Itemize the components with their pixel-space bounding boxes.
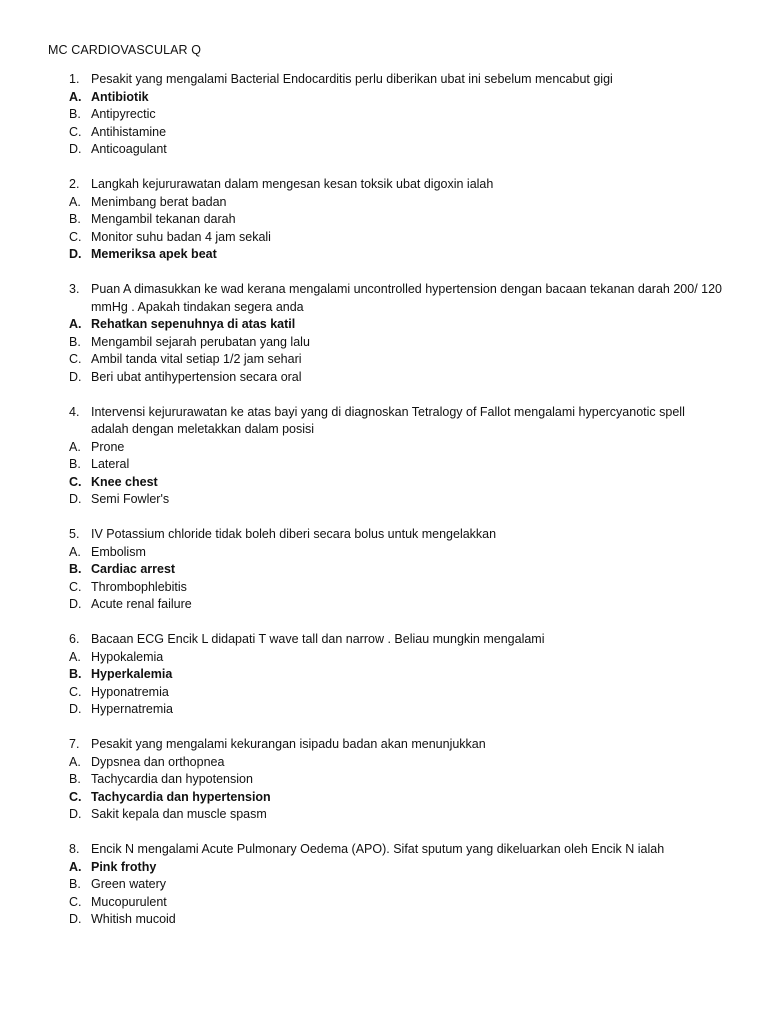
question-number: 1. <box>69 72 80 86</box>
question-8-option-1 <box>48 859 728 877</box>
question-3-option-2 <box>48 334 728 352</box>
question-text: Pesakit yang mengalami Bacterial Endocarditis perlu diberikan ubat ini sebelum mencabut gigi <box>91 72 613 86</box>
question-8-option-3 <box>48 894 728 912</box>
option-letter: B. <box>69 334 81 349</box>
option-text: Hyponatremia <box>91 684 169 699</box>
question-6-option-1 <box>48 649 728 667</box>
option-text: Hyperkalemia <box>91 667 173 682</box>
option-text: Whitish mucoid <box>91 912 176 927</box>
option-text: Prone <box>91 439 125 454</box>
option-letter: A. <box>69 317 82 332</box>
question-1 <box>48 71 728 159</box>
question-3 <box>48 281 728 387</box>
option-letter: B. <box>69 457 81 472</box>
option-letter: C. <box>69 352 82 367</box>
option-letter: B. <box>69 562 82 577</box>
question-7-option-4 <box>48 806 728 824</box>
question-number: 5. <box>69 527 80 542</box>
option-letter: C. <box>69 579 82 594</box>
option-text: Antipyrectic <box>91 107 156 122</box>
question-4-option-4 <box>48 491 728 509</box>
option-text: Antibiotik <box>91 89 149 104</box>
option-text: Thrombophlebitis <box>91 579 187 594</box>
question-5-option-4 <box>48 596 728 614</box>
option-list <box>48 754 728 824</box>
option-letter: A. <box>69 859 82 874</box>
question-7-option-3 <box>48 789 728 807</box>
option-text: Semi Fowler's <box>91 492 170 507</box>
option-letter: C. <box>69 894 82 909</box>
question-stem <box>48 176 728 194</box>
question-text: Langkah kejururawatan dalam mengesan kesan toksik ubat digoxin ialah <box>91 176 494 191</box>
question-number: 7. <box>69 737 80 751</box>
option-text: Cardiac arrest <box>91 562 176 577</box>
question-7-option-2 <box>48 771 728 789</box>
option-text: Lateral <box>91 457 130 472</box>
question-stem <box>48 526 728 544</box>
question-6-option-4 <box>48 701 728 719</box>
option-letter: D. <box>69 142 82 157</box>
question-2-option-2 <box>48 211 728 229</box>
option-text: Tachycardia dan hypertension <box>91 789 271 804</box>
question-6-option-3 <box>48 684 728 702</box>
question-5-option-2 <box>48 561 728 579</box>
option-letter: D. <box>69 702 82 717</box>
option-list <box>48 649 728 719</box>
option-letter: C. <box>69 229 82 244</box>
option-letter: A. <box>69 439 81 454</box>
question-stem <box>48 281 728 316</box>
question-number: 6. <box>69 632 80 647</box>
question-number: 2. <box>69 176 80 191</box>
question-4 <box>48 404 728 510</box>
question-text: Intervensi kejururawatan ke atas bayi yang di diagnoskan Tetralogy of Fallot mengalami hypercyanotic spell adalah dengan meletakkan dalam posisi <box>91 404 685 437</box>
option-letter: C. <box>69 474 82 489</box>
question-8-option-2 <box>48 876 728 894</box>
question-2 <box>48 176 728 264</box>
option-letter: A. <box>69 649 81 664</box>
option-letter: D. <box>69 247 82 262</box>
question-1-option-2 <box>48 106 728 124</box>
option-text: Mengambil sejarah perubatan yang lalu <box>91 334 310 349</box>
question-4-option-2 <box>48 456 728 474</box>
question-text: Puan A dimasukkan ke wad kerana mengalami uncontrolled hypertension dengan bacaan tekanan darah 200/ 120 mmHg . Apakah tindakan segera anda <box>91 281 722 314</box>
option-letter: A. <box>69 544 81 559</box>
question-stem <box>48 631 728 649</box>
option-text: Dypsnea dan orthopnea <box>91 754 225 769</box>
option-text: Sakit kepala dan muscle spasm <box>91 807 267 822</box>
option-text: Hypernatremia <box>91 702 173 717</box>
question-3-option-1 <box>48 316 728 334</box>
option-letter: D. <box>69 807 82 822</box>
option-text: Green watery <box>91 877 167 892</box>
option-letter: B. <box>69 107 81 122</box>
question-list <box>48 71 728 929</box>
question-text: IV Potassium chloride tidak boleh diberi secara bolus untuk mengelakkan <box>91 527 497 542</box>
option-text: Monitor suhu badan 4 jam sekali <box>91 229 271 244</box>
question-3-option-3 <box>48 351 728 369</box>
question-stem <box>48 404 728 439</box>
option-letter: C. <box>69 684 82 699</box>
option-text: Memeriksa apek beat <box>91 247 217 262</box>
option-letter: D. <box>69 492 82 507</box>
question-stem <box>48 736 728 754</box>
option-text: Rehatkan sepenuhnya di atas katil <box>91 317 296 332</box>
option-text: Knee chest <box>91 474 158 489</box>
option-letter: C. <box>69 789 82 804</box>
question-1-option-4 <box>48 141 728 159</box>
option-list <box>48 89 728 159</box>
option-list <box>48 544 728 614</box>
question-4-option-3 <box>48 474 728 492</box>
option-letter: D. <box>69 912 82 927</box>
option-letter: C. <box>69 124 82 139</box>
question-text: Bacaan ECG Encik L didapati T wave tall dan narrow . Beliau mungkin mengalami <box>91 632 545 647</box>
question-2-option-4 <box>48 246 728 264</box>
question-number: 3. <box>69 281 80 296</box>
question-8 <box>48 841 728 929</box>
option-text: Tachycardia dan hypotension <box>91 772 253 787</box>
option-text: Hypokalemia <box>91 649 164 664</box>
question-2-option-1 <box>48 194 728 212</box>
option-text: Beri ubat antihypertension secara oral <box>91 369 302 384</box>
question-5-option-3 <box>48 579 728 597</box>
option-text: Ambil tanda vital setiap 1/2 jam sehari <box>91 352 302 367</box>
option-letter: B. <box>69 772 81 787</box>
question-number: 4. <box>69 404 80 419</box>
option-letter: A. <box>69 89 82 104</box>
question-6-option-2 <box>48 666 728 684</box>
option-text: Pink frothy <box>91 859 157 874</box>
question-6 <box>48 631 728 719</box>
option-letter: D. <box>69 597 82 612</box>
option-text: Acute renal failure <box>91 597 192 612</box>
option-letter: A. <box>69 754 81 769</box>
option-text: Antihistamine <box>91 124 167 139</box>
question-number: 8. <box>69 841 80 856</box>
question-stem <box>48 841 728 859</box>
option-list <box>48 194 728 264</box>
question-1-option-1 <box>48 89 728 107</box>
question-2-option-3 <box>48 229 728 247</box>
option-text: Mengambil tekanan darah <box>91 212 236 227</box>
question-5-option-1 <box>48 544 728 562</box>
question-8-option-4 <box>48 911 728 929</box>
question-4-option-1 <box>48 439 728 457</box>
option-list <box>48 859 728 929</box>
question-stem <box>48 71 728 89</box>
option-letter: A. <box>69 194 81 209</box>
option-letter: B. <box>69 877 81 892</box>
document-title: MC CARDIOVASCULAR Q <box>48 43 202 57</box>
option-list <box>48 316 728 386</box>
option-letter: D. <box>69 369 82 384</box>
option-text: Anticoagulant <box>91 142 167 157</box>
option-letter: B. <box>69 667 82 682</box>
question-text: Encik N mengalami Acute Pulmonary Oedema (APO). Sifat sputum yang dikeluarkan oleh Encik N ialah <box>91 841 665 856</box>
question-1-option-3 <box>48 124 728 142</box>
question-3-option-4 <box>48 369 728 387</box>
option-text: Embolism <box>91 544 146 559</box>
option-text: Mucopurulent <box>91 894 167 909</box>
question-7-option-1 <box>48 754 728 772</box>
question-text: Pesakit yang mengalami kekurangan isipadu badan akan menunjukkan <box>91 737 486 751</box>
question-5 <box>48 526 728 614</box>
option-list <box>48 439 728 509</box>
option-text: Menimbang berat badan <box>91 194 227 209</box>
question-7 <box>48 736 728 824</box>
option-letter: B. <box>69 212 81 227</box>
